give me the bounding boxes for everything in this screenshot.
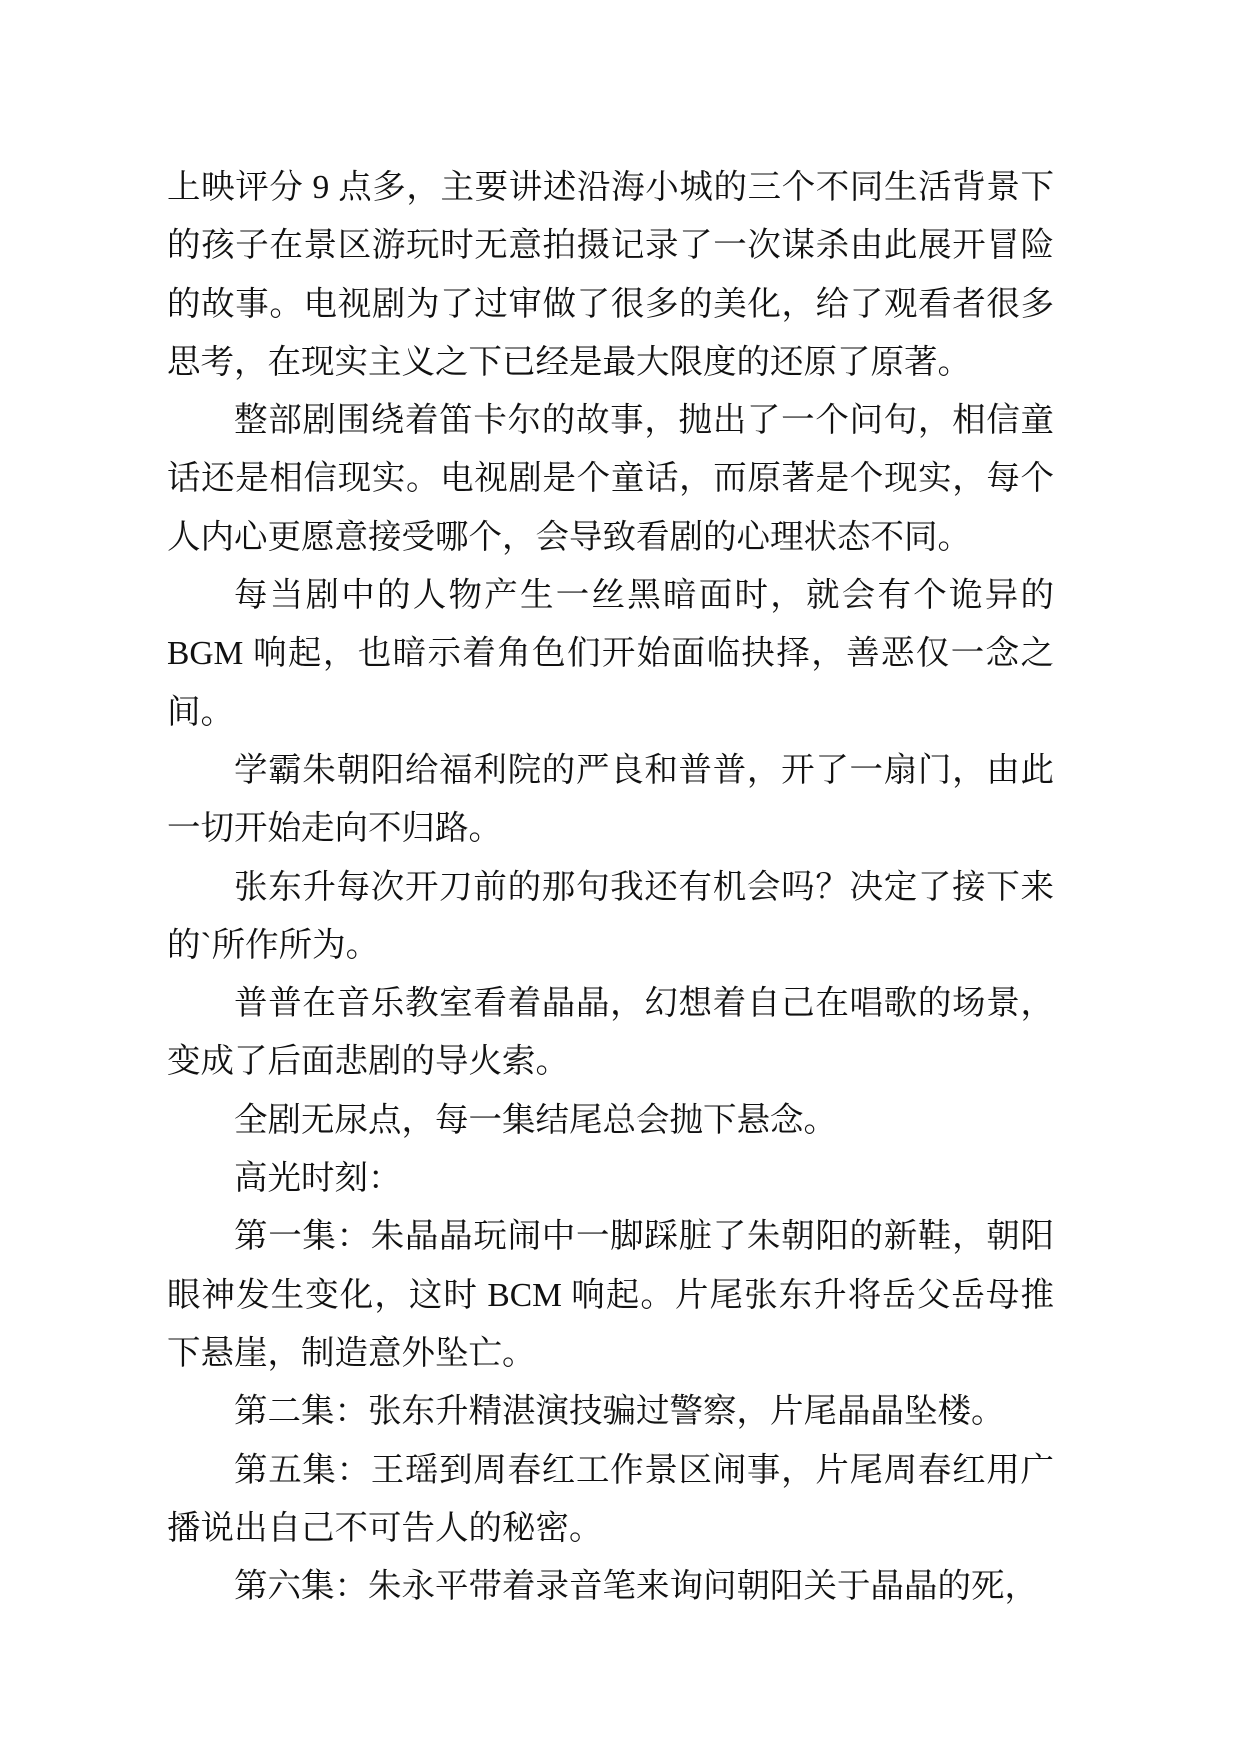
text-block bbox=[167, 159, 1054, 1616]
paragraph: 每当剧中的人物产生一丝黑暗面时，就会有个诡异的 BGM 响起，也暗示着角色们开始面临抉择，善恶仅一念之间。 bbox=[167, 577, 1054, 731]
paragraph: 高光时刻： bbox=[234, 1160, 402, 1198]
paragraph: 张东升每次开刀前的那句我还有机会吗？决定了接下来的`所作所为。 bbox=[167, 868, 1054, 964]
paragraph: 上映评分 9 点多，主要讲述沿海小城的三个不同生活背景下的孩子在景区游玩时无意拍摄记录了一次谋杀由此展开冒险的故事。电视剧为了过审做了很多的美化，给了观看者很多思考，在现实主义之下已经是最大限度的还原了原著。 bbox=[167, 169, 1054, 381]
paragraph: 第五集：王瑶到周春红工作景区闹事，片尾周春红用广播说出自己不可告人的秘密。 bbox=[167, 1451, 1054, 1547]
paragraph: 第一集：朱晶晶玩闹中一脚踩脏了朱朝阳的新鞋，朝阳眼神发生变化，这时 BCM 响起。片尾张东升将岳父岳母推下悬崖，制造意外坠亡。 bbox=[167, 1218, 1054, 1372]
paragraph: 第二集：张东升精湛演技骗过警察，片尾晶晶坠楼。 bbox=[234, 1393, 1005, 1431]
paragraph: 普普在音乐教室看着晶晶，幻想着自己在唱歌的场景，变成了后面悲剧的导火索。 bbox=[167, 985, 1054, 1081]
paragraph: 第六集：朱永平带着录音笔来询问朝阳关于晶晶的死， bbox=[234, 1568, 1038, 1606]
paragraph: 整部剧围绕着笛卡尔的故事，抛出了一个问句，相信童话还是相信现实。电视剧是个童话，而原著是个现实，每个人内心更愿意接受哪个，会导致看剧的心理状态不同。 bbox=[167, 402, 1054, 556]
paragraph: 全剧无尿点，每一集结尾总会抛下悬念。 bbox=[234, 1101, 837, 1139]
paragraph: 学霸朱朝阳给福利院的严良和普普，开了一扇门，由此一切开始走向不归路。 bbox=[167, 751, 1054, 848]
